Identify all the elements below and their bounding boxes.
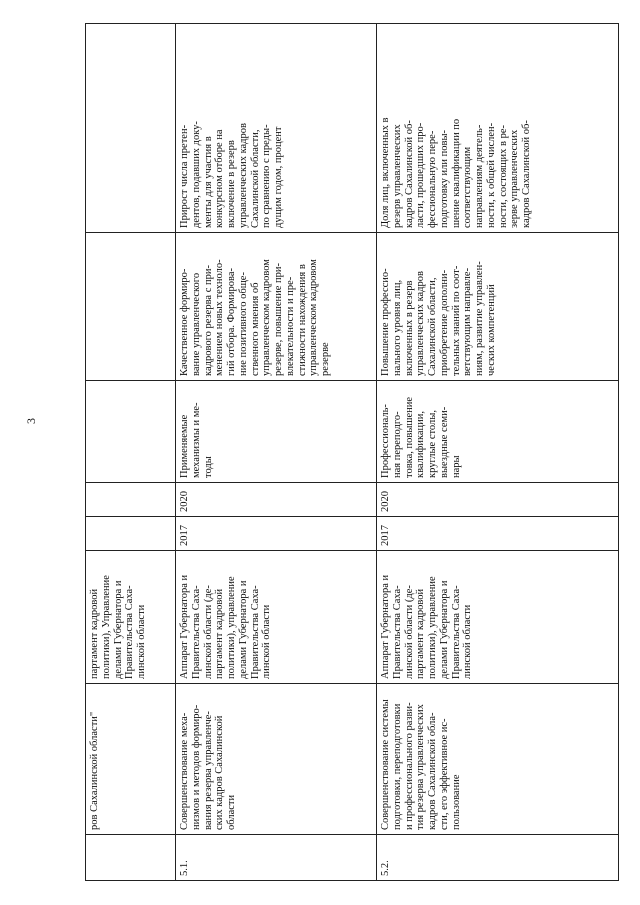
cell-end-year: 2020 [377,483,619,517]
cell-result: Повышение профессио- нального уровня лиц, включенных в резерв управленческих кадров Сахалинской области, приобретение дополни- тельных знаний по соот- ветствующим направле- ниям, развитие управлен- ческих компетенций [377,233,619,381]
cell-number: 5.2. [377,835,619,881]
cell-result [86,233,176,381]
table-row-5-1 [176,24,377,881]
cell-mechanisms: Применяемые механизмы и ме- тоды [176,381,377,483]
table-row-continuation [86,24,176,881]
table-row-5-2 [377,24,619,881]
cell-indicator: Доля лиц, включенных в резерв управленческих кадров Сахалинской об- ласти, прошедших про- фессиональную пере- подготовку или повы- шение квалификации по соответствующим направлениям деятель- ности, к общей числен- ности, состоящих в ре- зерве управленческих кадров Сахалинской об- [377,24,619,233]
cell-mechanisms: Профессиональ- ная переподго- товка, повышение квалификации, круглые столы, выездные семи- нары [377,381,619,483]
cell-measure: ров Сахалинской области" [86,684,176,835]
cell-executor: партамент кадровой политики), Управление делами Губернатора и Правительства Саха- линской области [86,551,176,684]
measures-table [85,23,619,881]
cell-measure: Совершенствование системы подготовки, переподготовки и профессионального разви- тия резерва управленческих кадров Сахалинской обла- сти, его эффективное ис- пользование [377,684,619,835]
cell-start-year: 2017 [377,517,619,551]
cell-result: Качественное формиро- вание управленческого кадрового резерва с при- менением новых техноло- гий отбора. Формирова- ние позитивного обще- ственного мнения об управленческом кадровом резерве, повышение при- влекательности и пре- стижности нахождения в управленческом кадровом резерве [176,233,377,381]
cell-executor: Аппарат Губернатора и Правительства Саха- линской области (де- партамент кадровой политики), управление делами Губернатора и Правительства Саха- линской области [377,551,619,684]
measures-table-rotated [85,24,605,881]
cell-end-year [86,483,176,517]
cell-number: 5.1. [176,835,377,881]
page-number: 3 [24,418,38,424]
cell-indicator [86,24,176,233]
cell-measure: Совершенствование меха- низмов и методов формиро- вания резерва управленче- ских кадров Сахалинской области [176,684,377,835]
cell-mechanisms [86,381,176,483]
cell-number [86,835,176,881]
cell-start-year: 2017 [176,517,377,551]
cell-end-year: 2020 [176,483,377,517]
cell-executor: Аппарат Губернатора и Правительства Саха- линской области (де- партамент кадровой политики), управление делами Губернатора и Правительства Саха- линской области [176,551,377,684]
cell-start-year [86,517,176,551]
cell-indicator: Прирост числа претен- дентов, подавших доку- менты для участия в конкурсном отборе на включение в резерв управленческих кадров Сахалинской области, по сравнению с преды- дущим годом, процент [176,24,377,233]
